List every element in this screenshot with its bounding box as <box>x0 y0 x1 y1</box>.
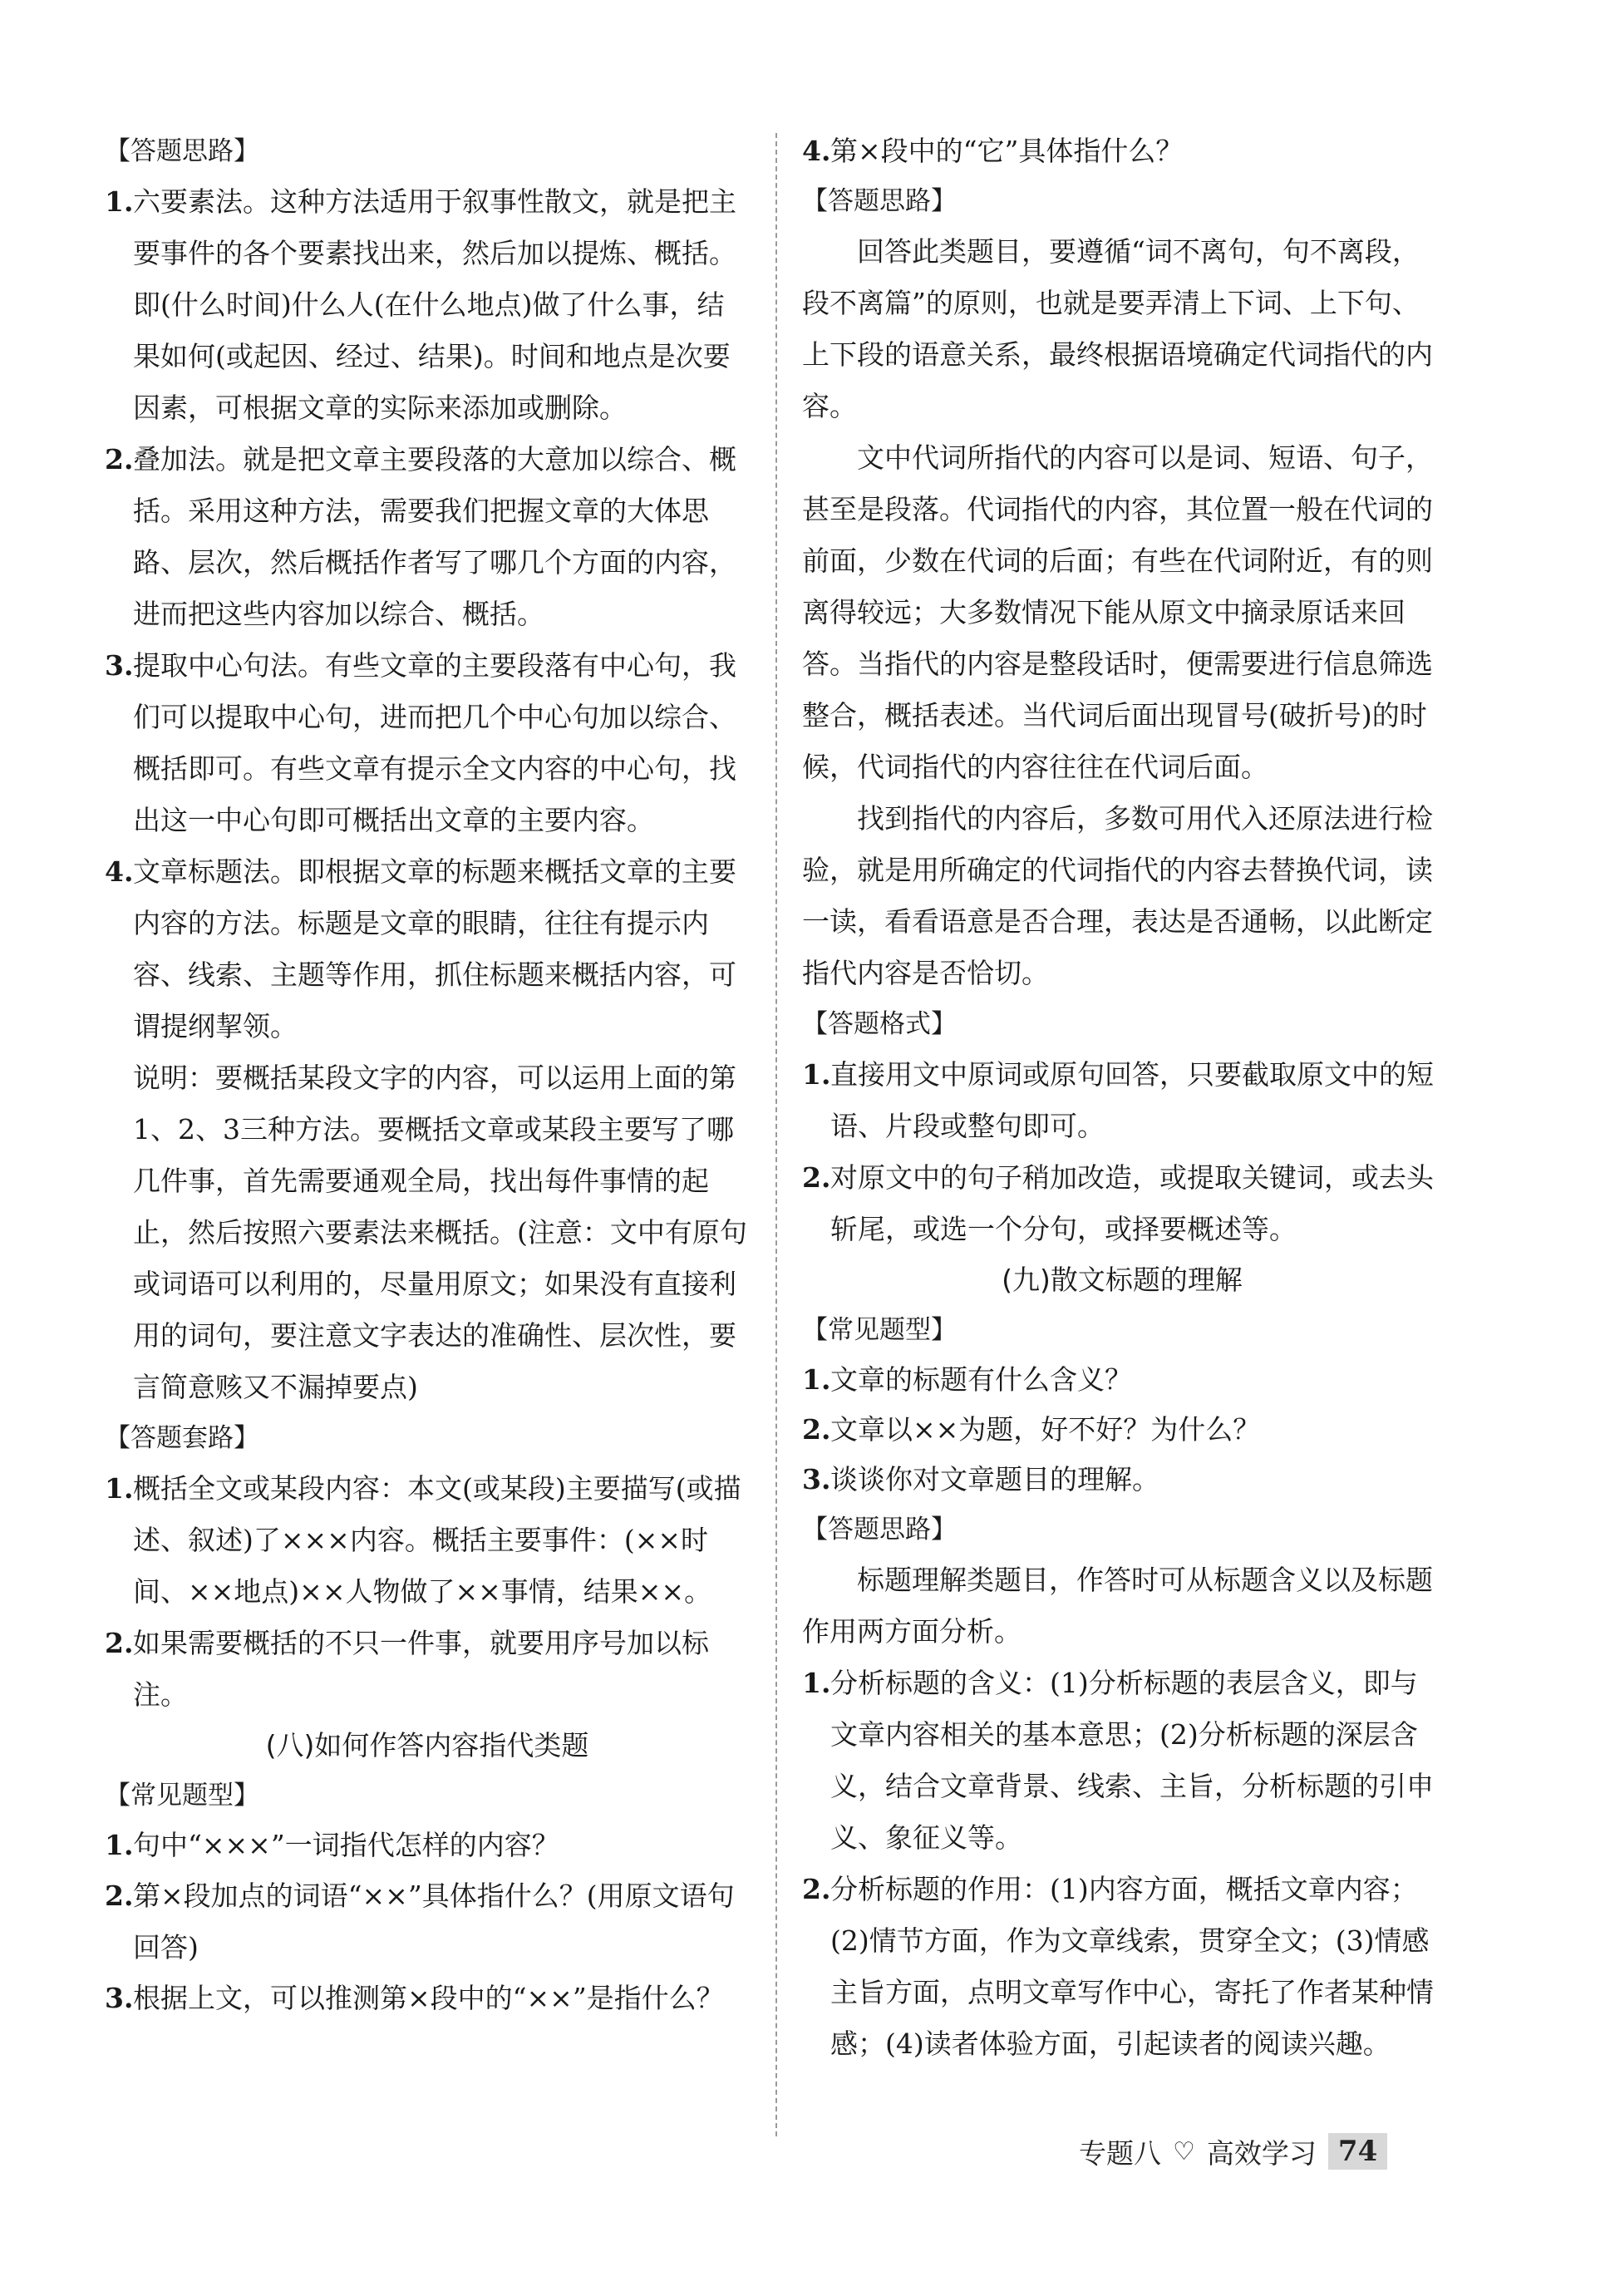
heading-answer-routine: 【答题套路】 <box>105 1423 259 1453</box>
item-number: 1. <box>105 1472 134 1505</box>
section-title-8: (八)如何作答内容指代类题 <box>265 1729 589 1761</box>
left-column <box>105 126 750 2023</box>
item-number: 2. <box>802 1413 831 1446</box>
heading-answer-format: 【答题格式】 <box>802 1009 957 1039</box>
item-text: 文章的标题有什么含义？ <box>830 1363 1132 1396</box>
item-number: 3. <box>105 1982 134 2014</box>
item-text: 第×段中的“它”具体指什么？ <box>830 135 1184 167</box>
item-number: 2. <box>105 1627 134 1659</box>
item-number: 2. <box>802 1161 831 1194</box>
analysis-item <box>802 1864 1442 2070</box>
note-paragraph: 说明：要概括某段文字的内容，可以运用上面的第1、2、3三种方法。要概括文章或某段主要写了哪几件事，首先需要通观全局，找出每件事情的起止，然后按照六要素法来概括。(注意：文中有原句或词语可以利用的，尽量用原文；如果没有直接利用的词句，要注意文字表达的准确性、层次性，要言简意赅又不漏掉要点) <box>133 1062 747 1403</box>
item-text: 谈谈你对文章题目的理解。 <box>830 1463 1159 1495</box>
item-number: 2. <box>802 1873 831 1905</box>
footer-label: 高效学习 <box>1206 2136 1317 2170</box>
routine-item <box>105 1618 750 1721</box>
question-item <box>802 1455 1442 1505</box>
format-item <box>802 1152 1442 1255</box>
question-item <box>802 1405 1442 1455</box>
item-number: 3. <box>105 649 134 682</box>
question-item <box>105 1870 750 1973</box>
method-item <box>105 434 750 640</box>
section-title-9: (九)散文标题的理解 <box>1002 1264 1243 1296</box>
method-item <box>105 846 750 1052</box>
item-text: 叠加法。就是把文章主要段落的大意加以综合、概括。采用这种方法，需要我们把握文章的大体思路、层次，然后概括作者写了哪几个方面的内容，进而把这些内容加以综合、概括。 <box>133 443 736 630</box>
column-divider <box>775 133 777 2136</box>
item-text: 句中“×××”一词指代怎样的内容？ <box>133 1829 559 1861</box>
heading-common-questions: 【常见题型】 <box>105 1781 259 1811</box>
format-item <box>802 1049 1442 1152</box>
body-paragraph: 找到指代的内容后，多数可用代入还原法进行检验，就是用所确定的代词指代的内容去替换代词，读一读，看看语意是否合理，表达是否通畅，以此断定指代内容是否恰切。 <box>802 802 1433 989</box>
right-column <box>802 126 1442 2070</box>
item-text: 概括全文或某段内容：本文(或某段)主要描写(或描述、叙述)了×××内容。概括主要事件：(××时间、××地点)××人物做了××事情，结果××。 <box>133 1472 741 1608</box>
item-number: 2. <box>105 1880 134 1912</box>
item-text: 如果需要概括的不只一件事，就要用序号加以标注。 <box>133 1627 709 1711</box>
item-text: 对原文中的句子稍加改造，或提取关键词，或去头斩尾，或选一个分句，或择要概述等。 <box>830 1161 1434 1245</box>
body-paragraph: 回答此类题目，要遵循“词不离句，句不离段，段不离篇”的原则，也就是要弄清上下词、上下句、上下段的语意关系，最终根据语境确定代词指代的内容。 <box>802 235 1433 422</box>
item-text: 第×段加点的词语“××”具体指什么？(用原文语句回答) <box>133 1880 735 1963</box>
question-item <box>802 126 1442 176</box>
question-item <box>105 1821 750 1870</box>
footer-topic: 专题八 <box>1079 2136 1161 2170</box>
page-footer <box>1079 2128 1387 2175</box>
item-number: 1. <box>802 1058 831 1091</box>
body-paragraph: 文中代词所指代的内容可以是词、短语、句子，甚至是段落。代词指代的内容，其位置一般在代词的前面，少数在代词的后面；有些在代词附近，有的则离得较远；大多数情况下能从原文中摘录原话来回答。当指代的内容是整段话时，便需要进行信息筛选整合，概括表述。当代词后面出现冒号(破折号)的时候，代词指代的内容往往在代词后面。 <box>802 441 1433 783</box>
question-item <box>105 1973 750 2023</box>
item-number: 1. <box>802 1363 831 1396</box>
item-number: 2. <box>105 443 134 475</box>
heading-answer-approach: 【答题思路】 <box>105 136 259 166</box>
item-text: 分析标题的含义：(1)分析标题的表层含义，即与文章内容相关的基本意思；(2)分析标题的深层含义，结合文章背景、线索、主旨，分析标题的引申义、象征义等。 <box>830 1667 1434 1854</box>
analysis-item <box>802 1658 1442 1864</box>
method-item <box>105 176 750 434</box>
item-number: 1. <box>802 1667 831 1699</box>
heading-answer-approach: 【答题思路】 <box>802 186 957 216</box>
item-text: 直接用文中原词或原句回答，只要截取原文中的短语、片段或整句即可。 <box>830 1058 1434 1142</box>
item-text: 分析标题的作用：(1)内容方面，概括文章内容；(2)情节方面，作为文章线索，贯穿全文；(3)情感主旨方面，点明文章写作中心，寄托了作者某种情感；(4)读者体验方面，引起读者的阅读兴趣。 <box>830 1873 1434 2060</box>
heading-common-questions: 【常见题型】 <box>802 1315 957 1345</box>
item-text: 六要素法。这种方法适用于叙事性散文，就是把主要事件的各个要素找出来，然后加以提炼、概括。即(什么时间)什么人(在什么地点)做了什么事，结果如何(或起因、经过、结果)。时间和地点是次要因素，可根据文章的实际来添加或删除。 <box>133 185 736 424</box>
method-item <box>105 640 750 846</box>
item-text: 提取中心句法。有些文章的主要段落有中心句，我们可以提取中心句，进而把几个中心句加以综合、概括即可。有些文章有提示全文内容的中心句，找出这一中心句即可概括出文章的主要内容。 <box>133 649 736 836</box>
heart-outline-icon: ♡ <box>1173 2136 1195 2166</box>
item-text: 根据上文，可以推测第×段中的“××”是指什么？ <box>133 1982 724 2014</box>
item-number: 1. <box>105 185 134 218</box>
item-text: 文章标题法。即根据文章的标题来概括文章的主要内容的方法。标题是文章的眼睛，往往有提示内容、线索、主题等作用，抓住标题来概括内容，可谓提纲挈领。 <box>133 855 736 1042</box>
item-number: 3. <box>802 1463 831 1495</box>
item-number: 4. <box>105 855 134 888</box>
page-number: 74 <box>1328 2133 1387 2170</box>
item-number: 1. <box>105 1829 134 1861</box>
routine-item <box>105 1463 750 1618</box>
question-item <box>802 1355 1442 1405</box>
body-paragraph: 标题理解类题目，作答时可从标题含义以及标题作用两方面分析。 <box>802 1564 1433 1648</box>
item-number: 4. <box>802 135 831 167</box>
item-text: 文章以××为题，好不好？为什么？ <box>830 1413 1261 1446</box>
heading-answer-approach: 【答题思路】 <box>802 1515 957 1545</box>
